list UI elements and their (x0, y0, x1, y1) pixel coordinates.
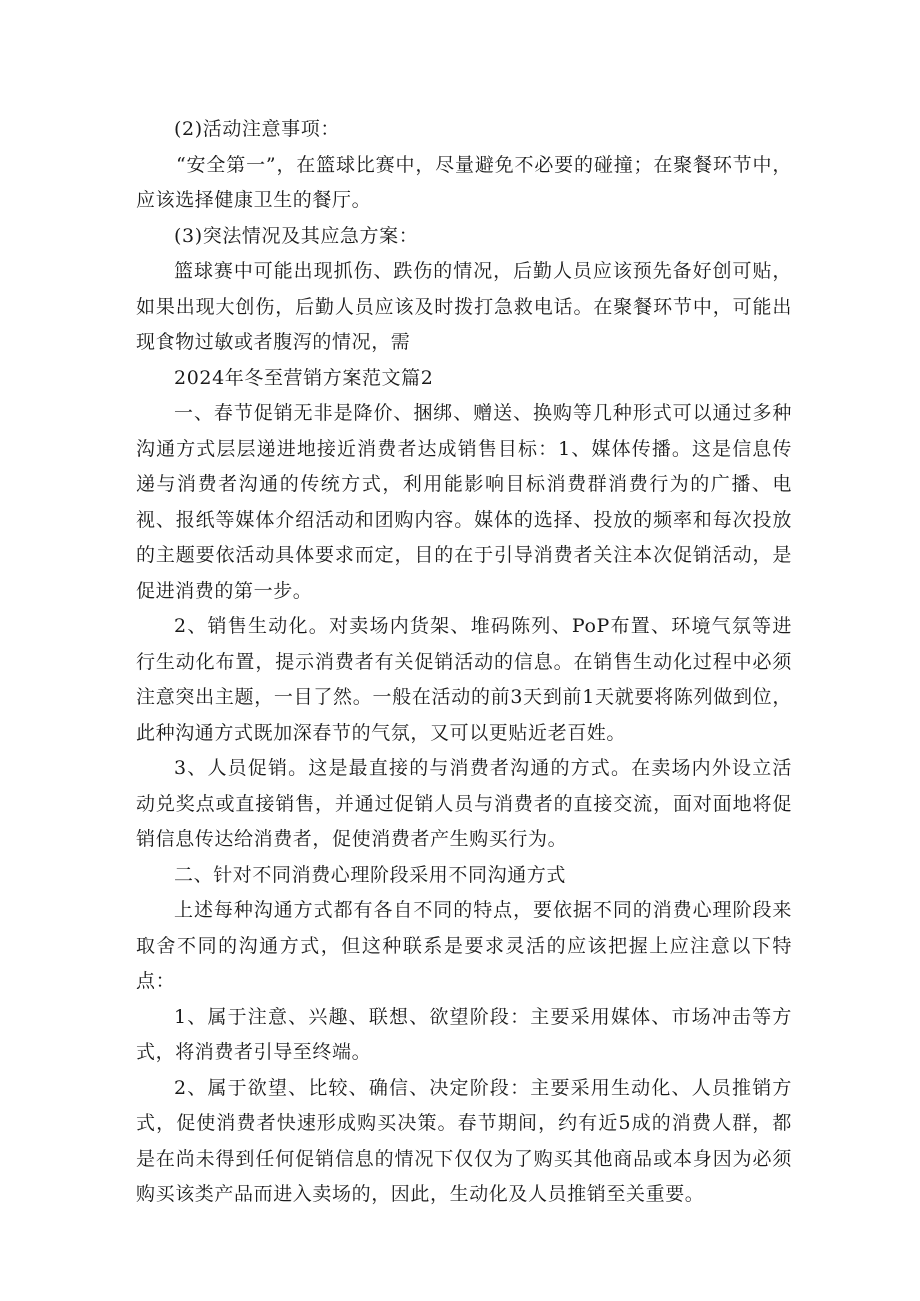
section-heading-emergency: (3)突法情况及其应急方案： (174, 224, 419, 247)
document-page (136, 112, 792, 1213)
paragraph-staff-promotion: 3、人员促销。这是最直接的与消费者沟通的方式。在卖场内外设立活动兑奖点或直接销售，并通过促销人员与消费者的直接交流，面对面地将促销信息传达给消费者，促使消费者产生购买行为。 (136, 757, 792, 850)
paragraph-safety: “安全第一”，在篮球比赛中，尽量避免不必要的碰撞；在聚餐环节中，应该选择健康卫生的餐厅。 (136, 153, 792, 211)
paragraph-promotion-intro: 一、春节促销无非是降价、捆绑、赠送、换购等几种形式可以通过多种沟通方式层层递进地接近消费者达成销售目标：1、媒体传播。这是信息传递与消费者沟通的传统方式，利用能影响目标消费群消费行为的广播、电视、报纸等媒体介绍活动和团购内容。媒体的选择、投放的频率和每次投放的主题要依活动具体要求而定，目的在于引导消费者关注本次促销活动，是促进消费的第一步。 (136, 402, 792, 602)
article-title: 2024年冬至营销方案范文篇2 (174, 366, 434, 389)
list-item-stage-1: 1、属于注意、兴趣、联想、欲望阶段：主要采用媒体、市场冲击等方式，将消费者引导至终端。 (136, 1005, 792, 1063)
paragraph-psychology-intro: 上述每种沟通方式都有各自不同的特点，要依据不同的消费心理阶段来取舍不同的沟通方式，但这种联系是要求灵活的应该把握上应注意以下特点： (136, 899, 792, 992)
paragraph-sales-vivid: 2、销售生动化。对卖场内货架、堆码陈列、PoP布置、环境气氛等进行生动化布置，提示消费者有关促销活动的信息。在销售生动化过程中必须注意突出主题，一目了然。一般在活动的前3天到前1天就要将陈列做到位，此种沟通方式既加深春节的气氛，又可以更贴近老百姓。 (136, 615, 792, 744)
paragraph-emergency: 篮球赛中可能出现抓伤、跌伤的情况，后勤人员应该预先备好创可贴，如果出现大创伤，后勤人员应该及时拨打急救电话。在聚餐环节中，可能出现食物过敏或者腹泻的情况，需 (136, 260, 792, 353)
section-heading-precautions: (2)活动注意事项： (174, 118, 340, 140)
list-item-stage-2: 2、属于欲望、比较、确信、决定阶段：主要采用生动化、人员推销方式，促使消费者快速形成购买决策。春节期间，约有近5成的消费人群，都是在尚未得到任何促销信息的情况下仅仅为了购买其他商品或本身因为必须购买该类产品而进入卖场的，因此，生动化及人员推销至关重要。 (136, 1076, 792, 1205)
section-heading-psychology: 二、针对不同消费心理阶段采用不同沟通方式 (174, 863, 567, 886)
